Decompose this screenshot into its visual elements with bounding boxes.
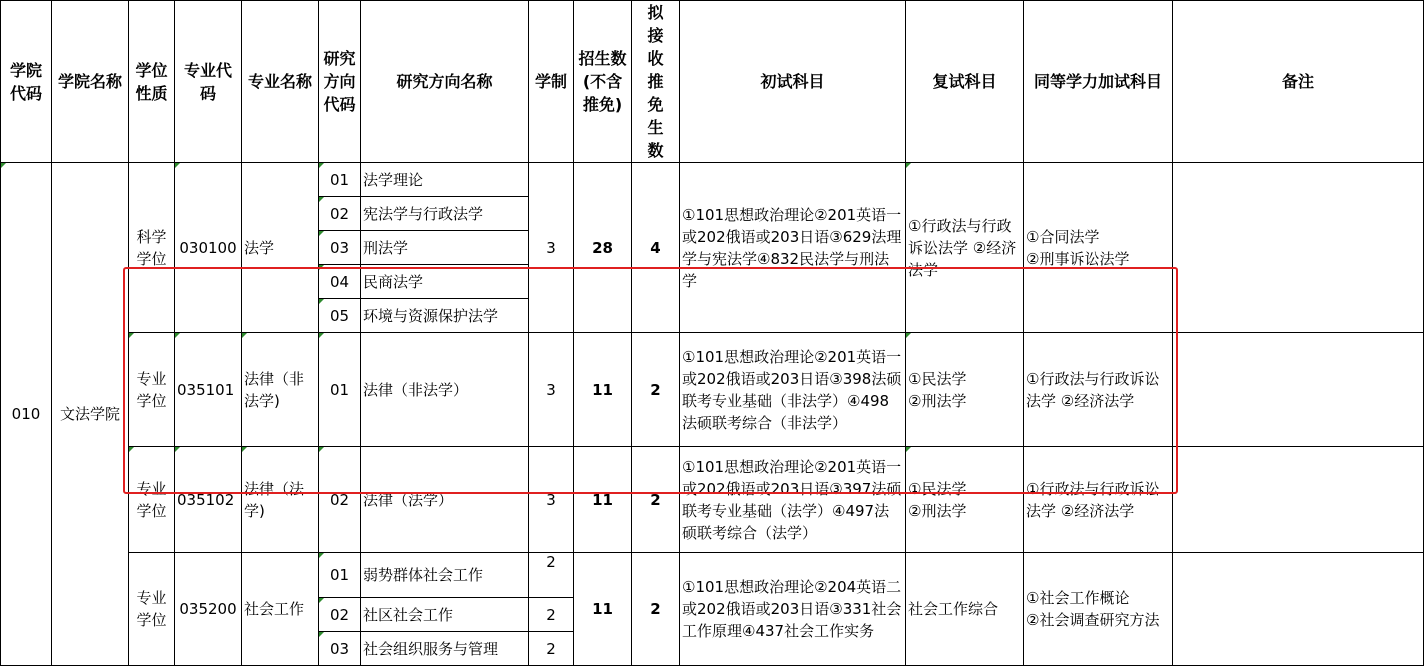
years-cell: 3 [529, 333, 574, 447]
header-major-name: 专业名称 [242, 1, 319, 163]
header-degree-type: 学位性质 [129, 1, 175, 163]
header-extra: 同等学力加试科目 [1024, 1, 1173, 163]
direction-code-cell: 02 [319, 197, 361, 231]
extra-cell: ①行政法与行政诉讼法学 ②经济法学 [1024, 333, 1173, 447]
direction-code-cell: 02 [319, 447, 361, 553]
recommend-cell: 2 [632, 447, 680, 553]
header-years: 学制 [529, 1, 574, 163]
header-remark: 备注 [1173, 1, 1424, 163]
extra-cell: ①合同法学 ②刑事诉讼法学 [1024, 163, 1173, 333]
major-code-cell: 030100 [175, 163, 242, 333]
direction-name-cell: 宪法学与行政法学 [361, 197, 529, 231]
degree-cell: 科学学位 [129, 163, 175, 333]
extra-cell: ①社会工作概论 ②社会调查研究方法 [1024, 553, 1173, 666]
direction-name-cell: 社区社会工作 [361, 598, 529, 632]
direction-code-cell: 01 [319, 333, 361, 447]
table-row [1, 553, 1424, 598]
header-row [1, 1, 1424, 163]
degree-cell: 专业学位 [129, 333, 175, 447]
direction-code-cell: 05 [319, 299, 361, 333]
college-code-cell: 010 [1, 163, 52, 666]
header-major-code: 专业代码 [175, 1, 242, 163]
header-college-name: 学院名称 [52, 1, 129, 163]
table-row [1, 333, 1424, 447]
years-cell: 2 [529, 632, 574, 666]
major-code-cell: 035200 [175, 553, 242, 666]
years-cell: 3 [529, 163, 574, 333]
enroll-cell: 11 [574, 447, 632, 553]
major-code-cell: 035101 [175, 333, 242, 447]
prelim-cell: ①101思想政治理论②201英语一或202俄语或203日语③398法硕联考专业基础（非法学）④498法硕联考综合（非法学） [680, 333, 906, 447]
degree-cell: 专业学位 [129, 447, 175, 553]
direction-name-cell: 弱势群体社会工作 [361, 553, 529, 598]
direction-name-cell: 社会组织服务与管理 [361, 632, 529, 666]
retest-cell: ①行政法与行政诉讼法学 ②经济法学 [906, 163, 1024, 333]
direction-code-cell: 03 [319, 231, 361, 265]
recommend-cell: 2 [632, 333, 680, 447]
direction-code-cell: 04 [319, 265, 361, 299]
header-direction-code: 研究方向代码 [319, 1, 361, 163]
retest-cell: ①民法学 ②刑法学 [906, 333, 1024, 447]
remark-cell [1173, 333, 1424, 447]
header-direction-name: 研究方向名称 [361, 1, 529, 163]
direction-name-cell: 法律（法学） [361, 447, 529, 553]
years-cell: 2 [529, 598, 574, 632]
direction-code-cell: 01 [319, 553, 361, 598]
years-cell [529, 553, 574, 598]
enroll-cell: 28 [574, 163, 632, 333]
years-value: 2 [546, 553, 556, 571]
remark-cell [1173, 163, 1424, 333]
header-recommend: 拟接收推免生数 [632, 1, 680, 163]
major-name-cell: 社会工作 [242, 553, 319, 666]
direction-name-cell: 法学理论 [361, 163, 529, 197]
header-enroll: 招生数(不含推免) [574, 1, 632, 163]
direction-code-cell: 01 [319, 163, 361, 197]
direction-code-cell: 03 [319, 632, 361, 666]
enroll-cell: 11 [574, 553, 632, 666]
prelim-cell: ①101思想政治理论②204英语二或202俄语或203日语③331社会工作原理④437社会工作实务 [680, 553, 906, 666]
remark-cell [1173, 447, 1424, 553]
direction-name-cell: 环境与资源保护法学 [361, 299, 529, 333]
major-name-cell: 法律（非法学) [242, 333, 319, 447]
major-code-cell: 035102 [175, 447, 242, 553]
extra-cell: ①行政法与行政诉讼法学 ②经济法学 [1024, 447, 1173, 553]
header-college-code: 学院代码 [1, 1, 52, 163]
prelim-cell: ①101思想政治理论②201英语一或202俄语或203日语③397法硕联考专业基础（法学）④497法硕联考综合（法学） [680, 447, 906, 553]
direction-name-cell: 民商法学 [361, 265, 529, 299]
table-row [1, 447, 1424, 553]
years-cell: 3 [529, 447, 574, 553]
enroll-cell: 11 [574, 333, 632, 447]
direction-name-cell: 刑法学 [361, 231, 529, 265]
prelim-cell: ①101思想政治理论②201英语一或202俄语或203日语③629法理学与宪法学④832民法学与刑法学 [680, 163, 906, 333]
retest-cell: ①民法学 ②刑法学 [906, 447, 1024, 553]
recommend-cell: 4 [632, 163, 680, 333]
major-name-cell: 法律（法学) [242, 447, 319, 553]
header-retest: 复试科目 [906, 1, 1024, 163]
college-name-cell: 文法学院 [52, 163, 129, 666]
direction-code-cell: 02 [319, 598, 361, 632]
recommend-cell: 2 [632, 553, 680, 666]
direction-name-cell: 法律（非法学） [361, 333, 529, 447]
degree-cell: 专业学位 [129, 553, 175, 666]
table-row [1, 163, 1424, 197]
header-prelim: 初试科目 [680, 1, 906, 163]
remark-cell [1173, 553, 1424, 666]
major-name-cell: 法学 [242, 163, 319, 333]
retest-cell: 社会工作综合 [906, 553, 1024, 666]
